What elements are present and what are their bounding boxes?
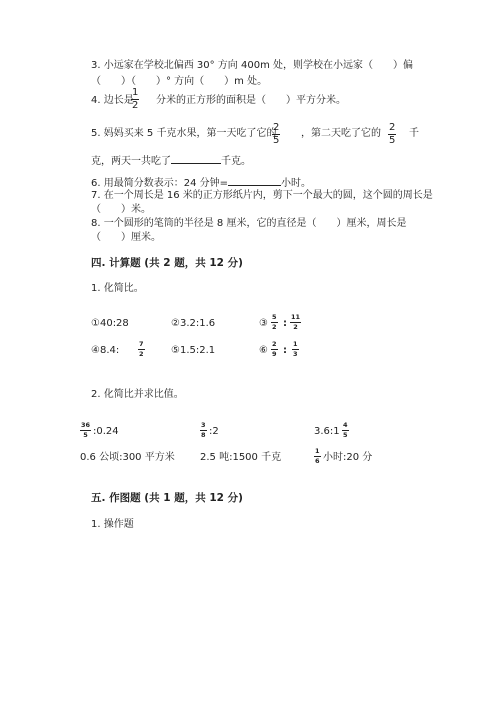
q7-line2: （ ）米。 [91,204,151,215]
q4-fraction-denominator: 2 [132,100,139,111]
calc1-item-1: ①40:28 [91,318,129,329]
q5-fraction-1-denominator: 5 [273,135,280,146]
q6-answer-blank [228,176,281,186]
q5-line2 [91,154,251,168]
calc1-item-6-separator: : [283,345,287,356]
q5-line2-before: 克，两天一共吃了 [91,156,171,167]
calc2-d: 0.6 公顷:300 平方米 [80,452,175,463]
q5-prefix: 5. 妈妈买来 5 千克水果，第一天吃了它的 [91,128,277,139]
calc2-label: 2. 化简比并求比值。 [91,389,184,400]
q3-line1: 3. 小远家在学校北偏西 30° 方向 400m 处，则学校在小远家（ ）偏 [91,60,413,71]
fraction-numerator: 1 [315,447,320,455]
q6-after: 小时。 [281,178,312,189]
q6-line [91,176,311,190]
calc2-e: 2.5 吨:1500 千克 [200,452,282,463]
calc1-item-3-marker: ③ [259,318,268,329]
q5-line2-after: 千克。 [221,156,251,167]
q7-line1: 7. 在一个周长是 16 米的正方形纸片内，剪下一个最大的圆，这个圆的周长是 [91,190,433,201]
q5-fraction-2-denominator: 5 [389,135,396,146]
fraction-numerator: 7 [139,340,144,348]
q6-before: 6. 用最简分数表示：24 分钟= [91,178,229,189]
fraction-numerator: 36 [81,421,91,429]
draw1-label: 1. 操作题 [91,519,134,530]
fraction-numerator: 1 [293,340,298,348]
q5-fraction-2 [388,123,396,146]
calc1-item-6-marker: ⑥ [259,345,268,356]
q8-line2: （ ）厘米。 [91,232,161,243]
fraction-numerator: 4 [343,421,348,429]
section-4-heading: 四. 计算题 (共 2 题，共 12 分) [91,257,243,269]
fraction-denominator: 9 [272,349,277,358]
calc2-b-fraction [200,422,207,438]
q4-fraction [131,88,139,111]
fraction-numerator: 11 [291,313,301,321]
q5-fraction-1 [272,123,280,146]
fraction-numerator: 3 [201,421,206,429]
calc1-item-4-prefix: ④8.4: [91,345,120,356]
fraction-denominator: 5 [83,430,88,439]
calc1-item-6-fraction-1 [271,341,278,357]
calc2-a-fraction [80,422,91,438]
fraction-denominator: 2 [293,322,298,331]
calc2-f-fraction [314,448,321,464]
calc1-item-3-fraction-1 [271,314,278,330]
q5-fraction-1-numerator: 2 [273,122,280,133]
q5-answer-blank [171,154,221,164]
fraction-numerator: 2 [272,340,277,348]
fraction-denominator: 3 [293,349,298,358]
calc1-label: 1. 化简比。 [91,283,144,294]
q4-prefix: 4. 边长是 [91,95,134,106]
q8-line1: 8. 一个圆形的笔筒的半径是 8 厘米，它的直径是（ ）厘米，周长是 [91,218,407,229]
fraction-denominator: 2 [139,349,144,358]
fraction-denominator: 5 [343,430,348,439]
q4-suffix: 分米的正方形的面积是（ ）平方分米。 [156,95,346,106]
calc2-c-prefix: 3.6:1 [314,426,340,437]
calc1-item-6-fraction-2 [292,341,299,357]
q3-line2: （ ）（ ）° 方向（ ）m 处。 [91,76,268,87]
calc2-b-rest: :2 [209,426,219,437]
calc1-item-4-fraction [138,341,145,357]
fraction-denominator: 8 [201,430,206,439]
q5-end: 千 [409,128,419,139]
q5-fraction-2-numerator: 2 [389,122,396,133]
q5-middle: ，第二天吃了它的 [301,128,381,139]
calc2-f-rest: 小时:20 分 [323,452,373,463]
section-5-heading: 五. 作图题 (共 1 题，共 12 分) [91,492,243,504]
q4-fraction-numerator: 1 [132,87,139,98]
calc1-item-5: ⑤1.5:2.1 [171,345,216,356]
fraction-numerator: 5 [272,313,277,321]
calc1-item-3-fraction-2 [290,314,301,330]
calc2-a-rest: :0.24 [93,426,119,437]
calc1-item-2: ②3.2:1.6 [171,318,216,329]
calc2-c-fraction [342,422,349,438]
fraction-denominator: 6 [315,456,320,465]
fraction-denominator: 2 [272,322,277,331]
calc1-item-3-separator: : [283,318,287,329]
